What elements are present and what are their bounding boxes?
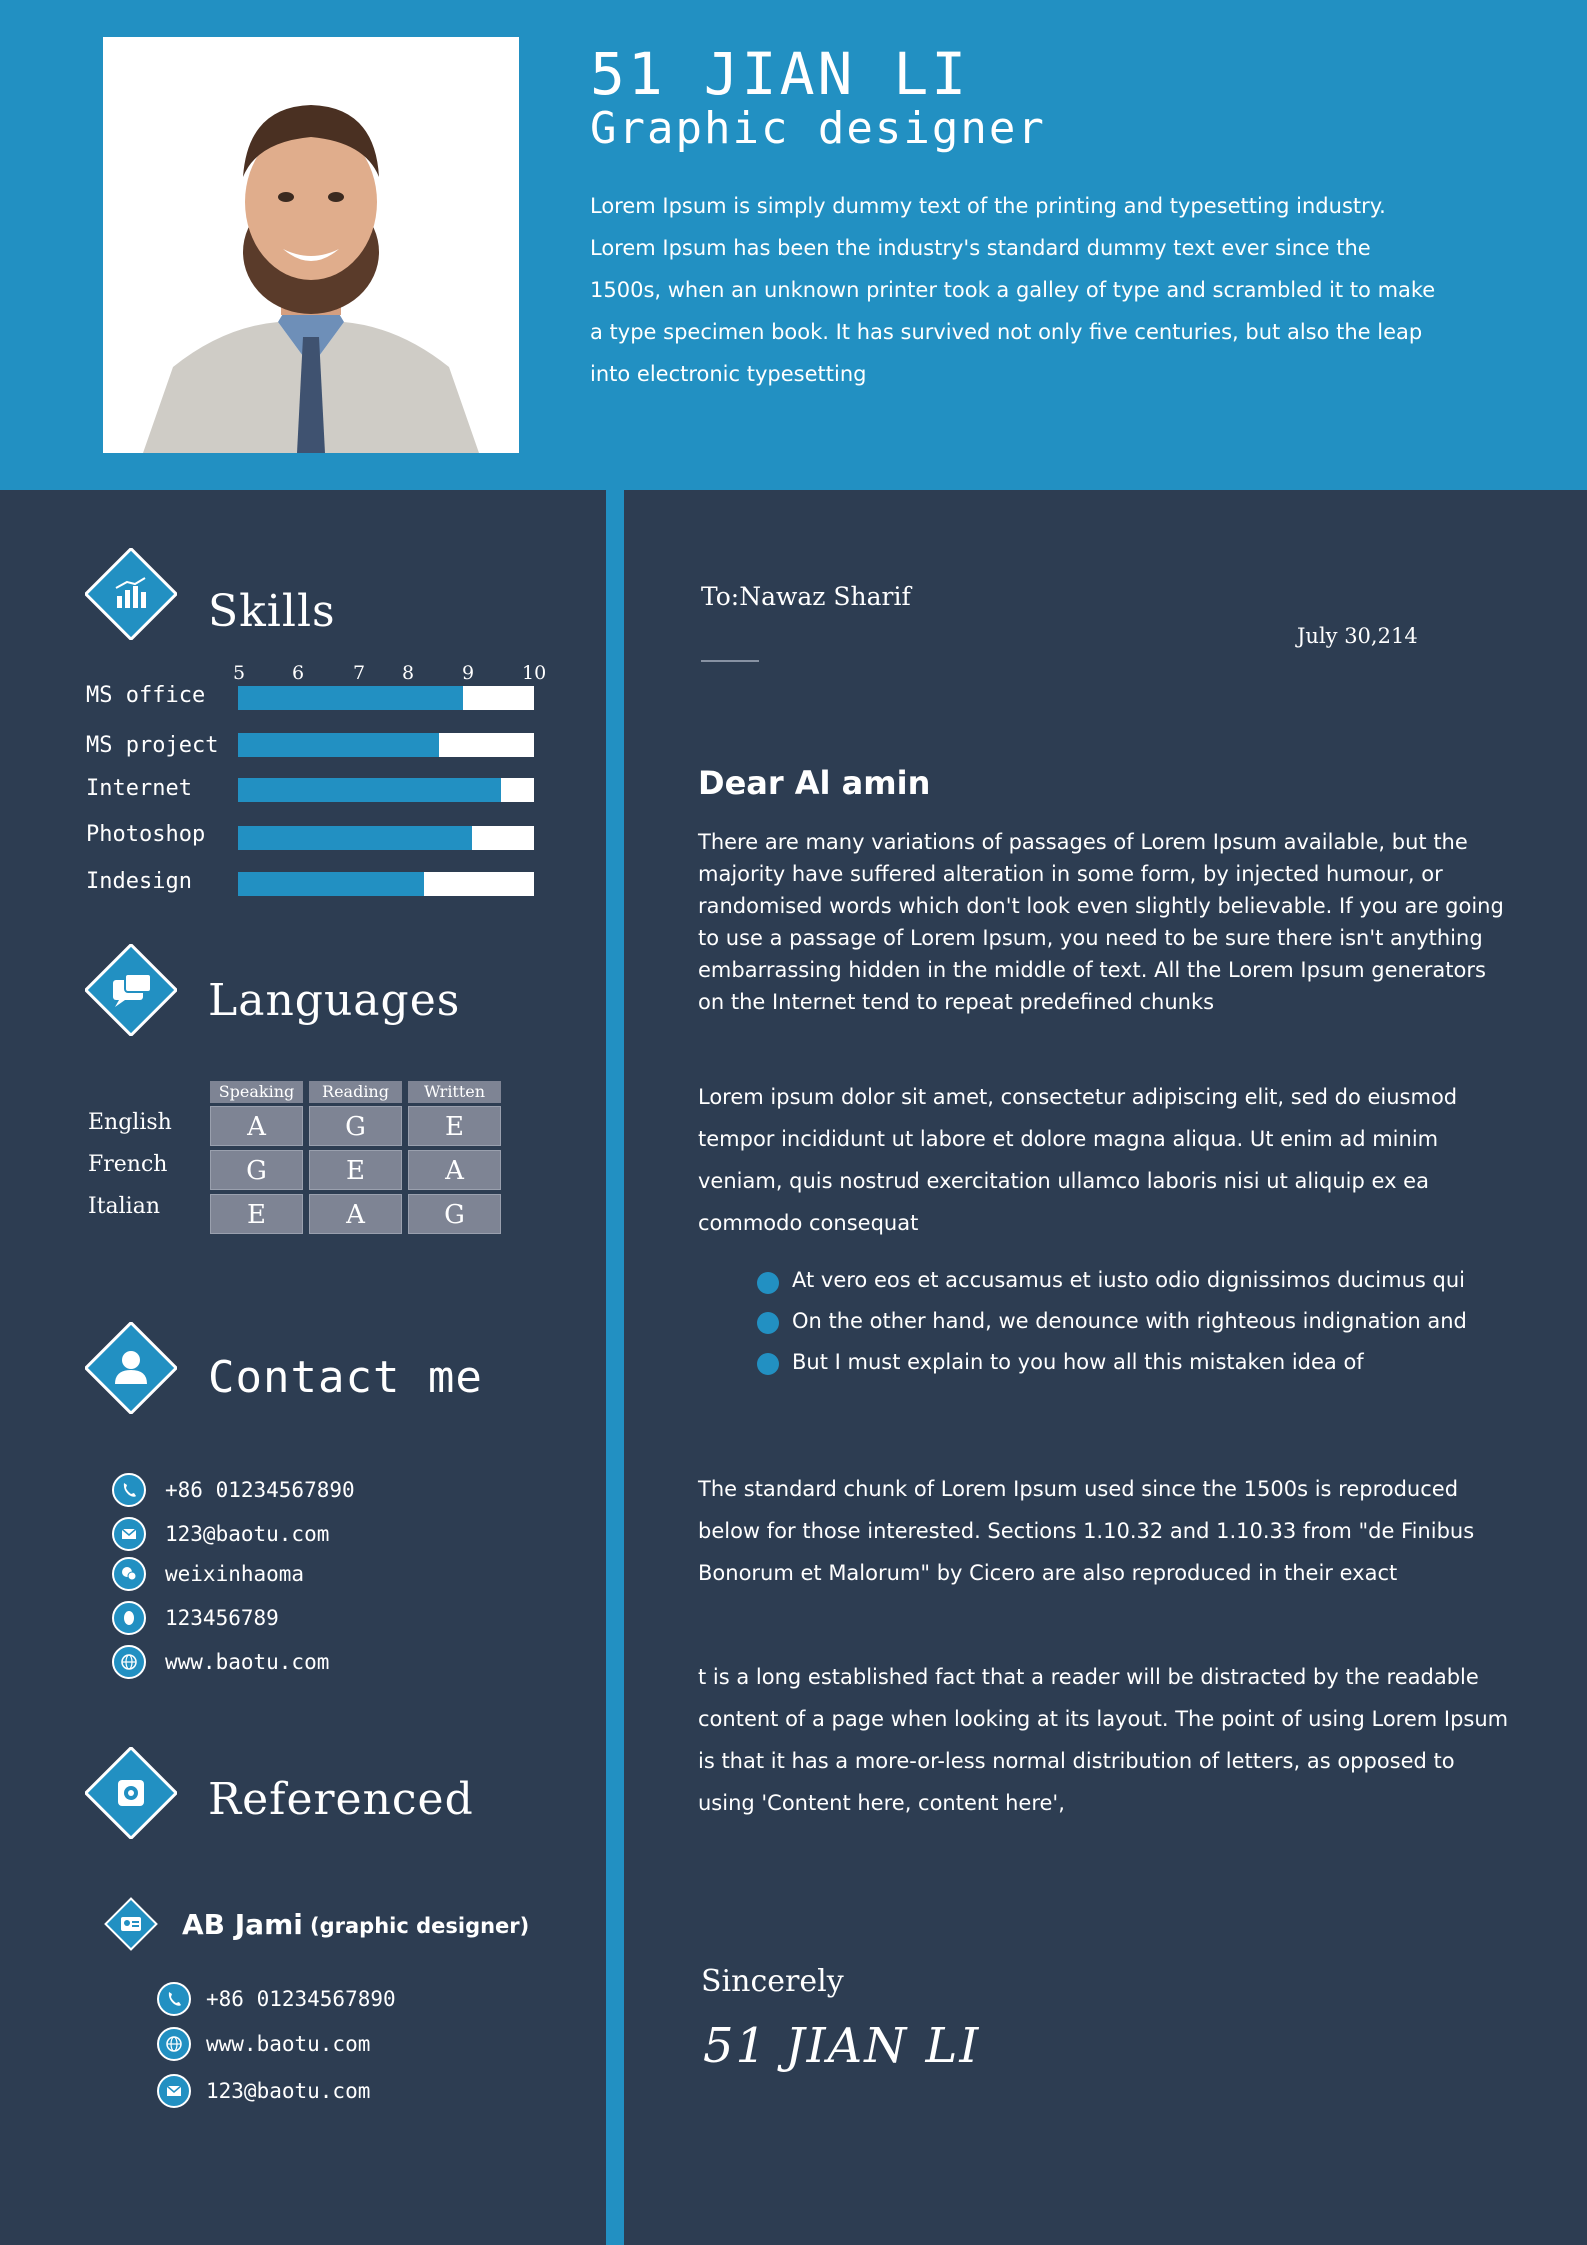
skill-bar bbox=[238, 733, 534, 757]
candidate-role: Graphic designer bbox=[590, 103, 1046, 154]
intro-paragraph: Lorem Ipsum is simply dummy text of the printing and typesetting industry. Lorem Ipsum has been the industry's standard dummy text ever since the 1500s, when an unknown printer took a galley of type and scrambled it to make a type specimen book. It has survived not only five centuries, but also the leap into electronic typesetting bbox=[590, 194, 1436, 386]
skills-title: Skills bbox=[208, 586, 336, 637]
contact-phone[interactable]: +86 01234567890 bbox=[165, 1478, 355, 1502]
gear-icon bbox=[85, 1747, 177, 1839]
letter-date: July 30,214 bbox=[1297, 624, 1418, 648]
lang-header-reading: Reading bbox=[309, 1081, 402, 1103]
contact-qq: 123456789 bbox=[165, 1606, 279, 1630]
contact-wechat: weixinhaoma bbox=[165, 1562, 305, 1586]
language-grade: E bbox=[408, 1106, 501, 1146]
skill-bar-fill bbox=[238, 872, 424, 896]
globe-icon bbox=[112, 1645, 146, 1679]
referenced-title: Referenced bbox=[208, 1774, 474, 1825]
mail-icon bbox=[157, 2074, 191, 2108]
chat-icon bbox=[85, 944, 177, 1036]
reference-website[interactable]: www.baotu.com bbox=[206, 2032, 371, 2056]
skill-bar bbox=[238, 872, 534, 896]
language-label: French bbox=[88, 1152, 168, 1177]
skill-label: MS office bbox=[86, 683, 206, 708]
chart-icon bbox=[85, 548, 177, 640]
skill-bar bbox=[238, 826, 534, 850]
qq-icon bbox=[112, 1601, 146, 1635]
bullet-marker bbox=[757, 1353, 779, 1375]
skill-label: MS project bbox=[86, 733, 219, 758]
contact-title: Contact me bbox=[208, 1352, 483, 1403]
skill-scale-tick: 9 bbox=[462, 662, 475, 684]
skill-scale-tick: 10 bbox=[522, 662, 547, 684]
letter-recipient: To:Nawaz Sharif bbox=[701, 582, 911, 611]
letter-signature: 51 JIAN LI bbox=[703, 2018, 981, 2074]
lang-header-written: Written bbox=[408, 1081, 501, 1103]
column-divider bbox=[606, 490, 624, 2245]
bullet-item: At vero eos et accusamus et iusto odio dignissimos ducimus qui bbox=[792, 1268, 1465, 1292]
wechat-icon bbox=[112, 1557, 146, 1591]
skill-label: Internet bbox=[86, 776, 192, 801]
divider-mark bbox=[701, 660, 759, 662]
skill-bar bbox=[238, 778, 534, 802]
language-label: English bbox=[88, 1110, 172, 1135]
bullet-item: But I must explain to you how all this mistaken idea of bbox=[792, 1350, 1364, 1374]
skill-label: Indesign bbox=[86, 869, 192, 894]
skill-label: Photoshop bbox=[86, 822, 206, 847]
header-banner bbox=[0, 0, 1587, 490]
language-grade: E bbox=[210, 1194, 303, 1234]
skill-scale-tick: 8 bbox=[402, 662, 415, 684]
letter-paragraph-1: There are many variations of passages of Lorem Ipsum available, but the majority have suffered alteration in some form, by injected humour, or randomised words which don't look even slightly believable. If you are going to use a passage of Lorem Ipsum, you need to be sure there isn't anything embarrassing hidden in the middle of text. All the Lorem Ipsum generators on the Internet tend to repeat predefined chunks bbox=[698, 830, 1504, 1014]
mail-icon bbox=[112, 1517, 146, 1551]
skill-scale-tick: 7 bbox=[353, 662, 366, 684]
profile-photo bbox=[103, 37, 519, 453]
language-grade: A bbox=[408, 1150, 501, 1190]
language-grade: G bbox=[309, 1106, 402, 1146]
language-label: Italian bbox=[88, 1194, 161, 1219]
phone-icon bbox=[112, 1473, 146, 1507]
letter-paragraph-2: Lorem ipsum dolor sit amet, consectetur adipiscing elit, sed do eiusmod tempor incididunt ut labore et dolore magna aliqua. Ut enim ad minim veniam, quis nostrud exercitation ullamco laboris nisi ut aliquip ex ea commodo consequat bbox=[698, 1085, 1458, 1235]
letter-paragraph-4: t is a long established fact that a reader will be distracted by the readable content of a page when looking at its layout. The point of using Lorem Ipsum is that it has a more-or-less normal distribution of letters, as opposed to using 'Content here, content here', bbox=[698, 1665, 1509, 1815]
languages-title: Languages bbox=[208, 975, 461, 1026]
phone-icon bbox=[157, 1982, 191, 2016]
contact-email[interactable]: 123@baotu.com bbox=[165, 1522, 330, 1546]
portrait-illustration bbox=[103, 37, 519, 453]
contact-card-icon bbox=[103, 1896, 159, 1952]
bullet-item: On the other hand, we denounce with righteous indignation and bbox=[792, 1309, 1467, 1333]
skill-bar-fill bbox=[238, 733, 439, 757]
language-grade: A bbox=[210, 1106, 303, 1146]
skill-bar-fill bbox=[238, 778, 501, 802]
letter-greeting: Dear Al amin bbox=[698, 764, 931, 802]
candidate-name: 51 JIAN LI bbox=[590, 40, 970, 108]
skill-bar bbox=[238, 686, 534, 710]
skill-bar-fill bbox=[238, 826, 472, 850]
person-icon bbox=[85, 1322, 177, 1414]
reference-role: (graphic designer) bbox=[310, 1914, 530, 1938]
letter-closing: Sincerely bbox=[701, 1964, 844, 1999]
skill-scale-tick: 5 bbox=[233, 662, 246, 684]
language-grade: A bbox=[309, 1194, 402, 1234]
reference-name: AB Jami bbox=[182, 1908, 303, 1941]
skill-bar-fill bbox=[238, 686, 463, 710]
bullet-marker bbox=[757, 1312, 779, 1334]
language-grade: G bbox=[408, 1194, 501, 1234]
globe-icon bbox=[157, 2027, 191, 2061]
language-grade: G bbox=[210, 1150, 303, 1190]
skill-scale-tick: 6 bbox=[292, 662, 305, 684]
contact-website[interactable]: www.baotu.com bbox=[165, 1650, 330, 1674]
reference-phone[interactable]: +86 01234567890 bbox=[206, 1987, 396, 2011]
letter-paragraph-3: The standard chunk of Lorem Ipsum used since the 1500s is reproduced below for those interested. Sections 1.10.32 and 1.10.33 from "de Finibus Bonorum et Malorum" by Cicero are also reproduced in their exact bbox=[698, 1477, 1475, 1585]
bullet-marker bbox=[757, 1272, 779, 1294]
language-grade: E bbox=[309, 1150, 402, 1190]
reference-email[interactable]: 123@baotu.com bbox=[206, 2079, 371, 2103]
lang-header-speaking: Speaking bbox=[210, 1081, 303, 1103]
